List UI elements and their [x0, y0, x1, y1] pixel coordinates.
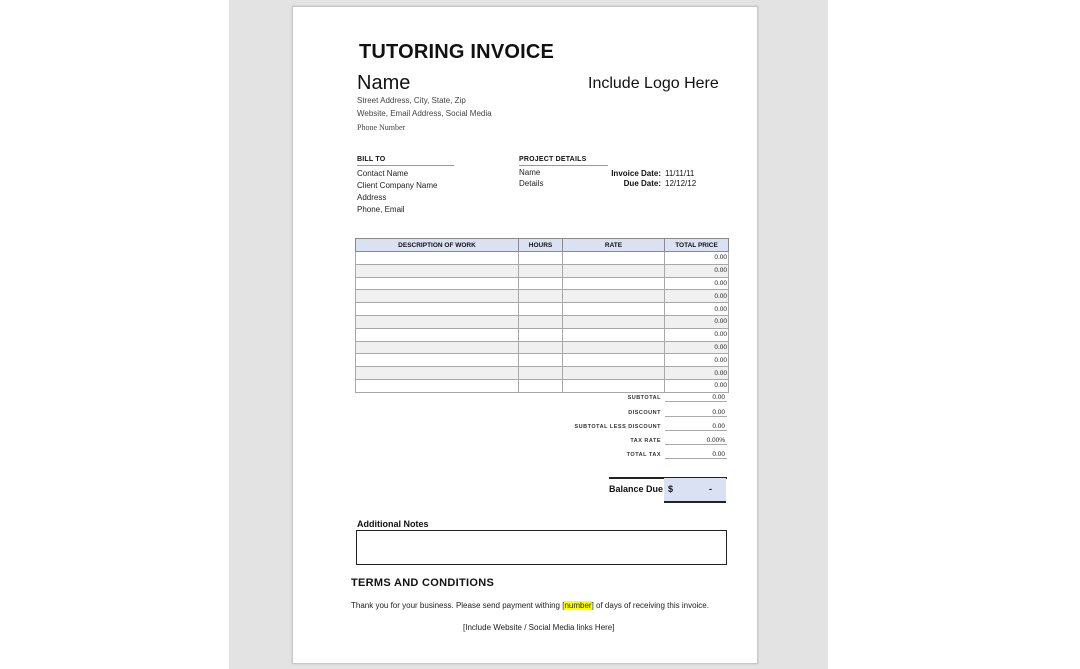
- total-cell: 0.00: [665, 379, 729, 392]
- hours-cell[interactable]: [519, 264, 563, 277]
- due-date-label: Due Date:: [623, 179, 661, 188]
- bill-to-line: Address: [357, 193, 387, 202]
- terms-text: [351, 601, 709, 610]
- project-line: Name: [519, 168, 541, 177]
- total-cell: 0.00: [665, 341, 729, 354]
- total-cell: 0.00: [665, 277, 729, 290]
- rate-cell[interactable]: [563, 328, 665, 341]
- rate-cell[interactable]: [563, 303, 665, 316]
- bill-to-heading: BILL TO: [357, 156, 454, 166]
- balance-currency: $: [668, 484, 674, 494]
- balance-due-label: Balance Due: [609, 484, 664, 494]
- due-date-value: 12/12/12: [665, 179, 697, 188]
- additional-notes-box[interactable]: [356, 530, 727, 565]
- column-header-rate: RATE: [563, 239, 665, 252]
- links-placeholder: [Include Website / Social Media links Here]: [463, 623, 615, 632]
- column-header-total: TOTAL PRICE: [665, 239, 729, 252]
- rate-cell[interactable]: [563, 290, 665, 303]
- rate-cell[interactable]: [563, 354, 665, 367]
- table-row: [356, 354, 729, 367]
- bill-to-line: Client Company Name: [357, 181, 438, 190]
- total-cell: 0.00: [665, 367, 729, 380]
- total-cell: 0.00: [665, 303, 729, 316]
- hours-cell[interactable]: [519, 367, 563, 380]
- description-cell[interactable]: [356, 290, 519, 303]
- rate-cell[interactable]: [563, 367, 665, 380]
- logo-placeholder: Include Logo Here: [588, 75, 719, 92]
- table-row: [356, 315, 729, 328]
- total-cell: 0.00: [665, 354, 729, 367]
- hours-cell[interactable]: [519, 290, 563, 303]
- rate-cell[interactable]: [563, 315, 665, 328]
- invoice-title: TUTORING INVOICE: [359, 41, 555, 63]
- description-cell[interactable]: [356, 303, 519, 316]
- description-cell[interactable]: [356, 379, 519, 392]
- table-row: [356, 341, 729, 354]
- table-row: [356, 252, 729, 265]
- table-row: [356, 379, 729, 392]
- table-row: [356, 328, 729, 341]
- business-phone: Phone Number: [357, 123, 406, 132]
- hours-cell[interactable]: [519, 303, 563, 316]
- total-cell: 0.00: [665, 252, 729, 265]
- terms-text-end: ] of days of receiving this invoice.: [591, 601, 709, 610]
- table-row: [356, 264, 729, 277]
- description-cell[interactable]: [356, 252, 519, 265]
- rate-cell[interactable]: [563, 264, 665, 277]
- total-tax-label: TOTAL TAX: [626, 452, 661, 458]
- hours-cell[interactable]: [519, 328, 563, 341]
- column-header-hours: HOURS: [519, 239, 563, 252]
- discount-value[interactable]: 0.00: [665, 409, 727, 417]
- description-cell[interactable]: [356, 264, 519, 277]
- discount-label: DISCOUNT: [628, 410, 661, 416]
- table-row: [356, 290, 729, 303]
- balance-amount: -: [709, 484, 712, 494]
- hours-cell[interactable]: [519, 354, 563, 367]
- project-line: Details: [519, 179, 544, 188]
- terms-heading: TERMS AND CONDITIONS: [351, 577, 495, 589]
- description-cell[interactable]: [356, 328, 519, 341]
- bill-to-line: Phone, Email: [357, 205, 405, 214]
- total-cell: 0.00: [665, 328, 729, 341]
- hours-cell[interactable]: [519, 252, 563, 265]
- rate-cell[interactable]: [563, 341, 665, 354]
- tax-rate-label: TAX RATE: [630, 438, 661, 444]
- subtotal-label: SUBTOTAL: [627, 395, 661, 401]
- terms-text-start: Thank you for your business. Please send payment withing [: [351, 601, 565, 610]
- terms-highlight: number: [564, 601, 592, 610]
- line-items-table: [355, 238, 729, 393]
- business-web: Website, Email Address, Social Media: [357, 109, 492, 118]
- hours-cell[interactable]: [519, 315, 563, 328]
- invoice-date-label: Invoice Date:: [611, 169, 661, 178]
- subtotal-less-discount-value: 0.00: [665, 423, 727, 431]
- description-cell[interactable]: [356, 354, 519, 367]
- description-cell[interactable]: [356, 367, 519, 380]
- invoice-page: [292, 6, 758, 664]
- description-cell[interactable]: [356, 341, 519, 354]
- description-cell[interactable]: [356, 315, 519, 328]
- total-cell: 0.00: [665, 315, 729, 328]
- rate-cell[interactable]: [563, 277, 665, 290]
- project-details-heading: PROJECT DETAILS: [519, 156, 608, 166]
- hours-cell[interactable]: [519, 379, 563, 392]
- balance-due-box: [664, 478, 726, 503]
- description-cell[interactable]: [356, 277, 519, 290]
- table-header-row: [356, 239, 729, 252]
- business-name: Name: [357, 72, 411, 94]
- rate-cell[interactable]: [563, 379, 665, 392]
- invoice-date-value: 11/11/11: [665, 169, 695, 178]
- total-cell: 0.00: [665, 264, 729, 277]
- subtotal-value: 0.00: [665, 394, 727, 402]
- total-tax-value: 0.00: [665, 451, 727, 459]
- column-header-description: DESCRIPTION OF WORK: [356, 239, 519, 252]
- table-row: [356, 303, 729, 316]
- rate-cell[interactable]: [563, 252, 665, 265]
- bill-to-line: Contact Name: [357, 169, 409, 178]
- additional-notes-label: Additional Notes: [357, 519, 429, 529]
- hours-cell[interactable]: [519, 341, 563, 354]
- hours-cell[interactable]: [519, 277, 563, 290]
- subtotal-less-discount-label: SUBTOTAL LESS DISCOUNT: [574, 424, 661, 430]
- tax-rate-value[interactable]: 0.00%: [665, 437, 727, 445]
- table-row: [356, 277, 729, 290]
- business-address: Street Address, City, State, Zip: [357, 96, 466, 105]
- total-cell: 0.00: [665, 290, 729, 303]
- table-row: [356, 367, 729, 380]
